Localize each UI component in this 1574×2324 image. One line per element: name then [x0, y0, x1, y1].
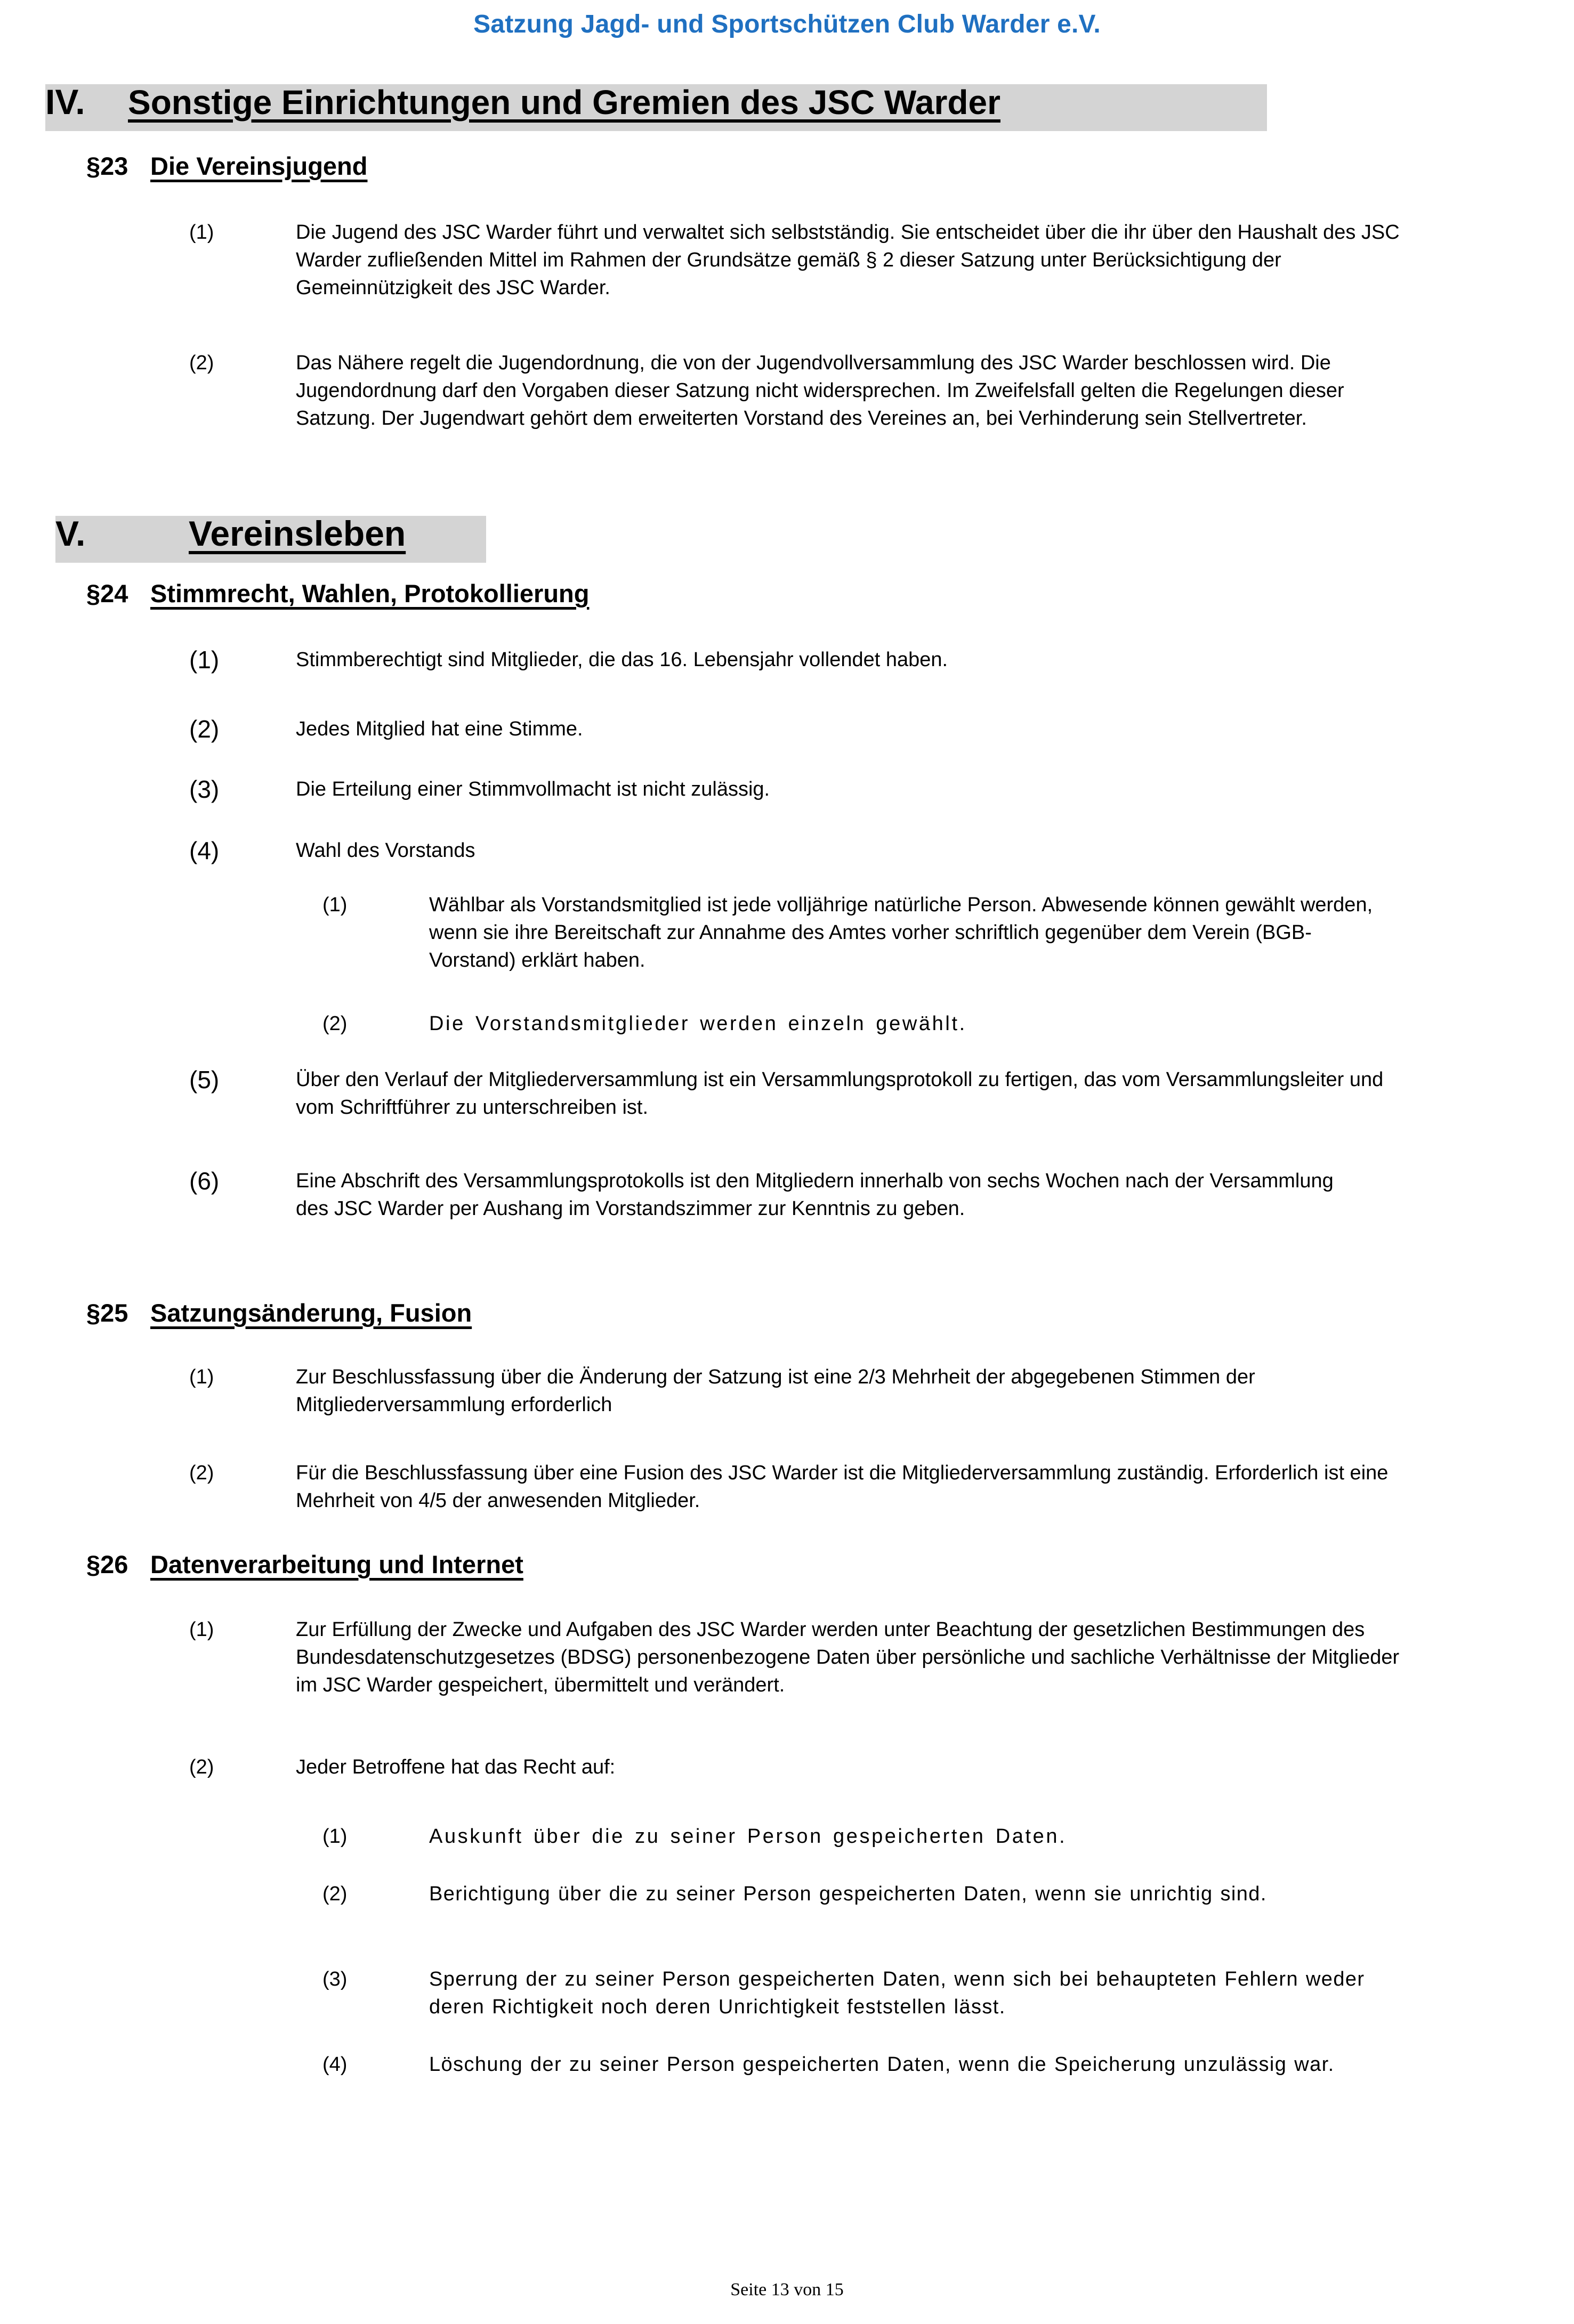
subclause-24-4-2 [322, 1010, 1389, 1038]
chapter-number: IV. [45, 82, 85, 122]
clause-text: Die Erteilung einer Stimmvollmacht ist nicht zulässig. [296, 778, 770, 800]
subclause-marker: (4) [322, 2053, 348, 2076]
clause-25-2 [189, 1459, 1410, 1515]
subclause-marker: (2) [322, 1883, 348, 1905]
subclause-marker: (2) [322, 1013, 348, 1035]
clause-text: Eine Abschrift des Versammlungsprotokolls ist den Mitgliedern innerhalb von sechs Wochen nach der Versammlung des JSC Warder per Aushang im Vorstandszimmer zur Kenntnis zu geben. [296, 1170, 1334, 1220]
clause-23-1 [189, 218, 1410, 302]
clause-text: Jedes Mitglied hat eine Stimme. [296, 718, 583, 740]
clause-24-1 [189, 646, 1410, 674]
subclause-24-4-1 [322, 891, 1389, 974]
document-header-title: Satzung Jagd- und Sportschützen Club Warder e.V. [473, 10, 1101, 38]
subclause-text: Wählbar als Vorstandsmitglied ist jede volljährige natürliche Person. Abwesende können gewählt werden, wenn sie ihre Bereitschaft zur Annahme des Amtes vorher schriftlich gegenüber dem Verein (BGB-Vorstand) erklärt haben. [429, 894, 1373, 971]
clause-marker: (5) [189, 1066, 220, 1094]
clause-24-6 [189, 1167, 1351, 1222]
clause-text: Jeder Betroffene hat das Recht auf: [296, 1756, 616, 1778]
section-title: Stimmrecht, Wahlen, Protokollierung [150, 579, 590, 608]
clause-text: Wahl des Vorstands [296, 839, 475, 862]
clause-text: Zur Beschlussfassung über die Änderung der Satzung ist eine 2/3 Mehrheit der abgegebenen Stimmen der Mitgliederversammlung erforderlich [296, 1366, 1255, 1416]
section-symbol: §26 [86, 1550, 128, 1578]
clause-25-1 [189, 1363, 1255, 1419]
clause-24-5 [189, 1066, 1410, 1121]
clause-26-1 [189, 1616, 1410, 1699]
chapter-title: Sonstige Einrichtungen und Gremien des JSC Warder [128, 83, 1000, 122]
subclause-26-2-2 [322, 1880, 1383, 1908]
clause-24-4 [189, 837, 1410, 864]
clause-marker: (3) [189, 775, 220, 803]
subclause-text: Berichtigung über die zu seiner Person gespeicherten Daten, wenn sie unrichtig sind. [429, 1883, 1267, 1905]
clause-marker: (2) [189, 1462, 214, 1484]
subclause-26-2-4 [322, 2051, 1335, 2078]
clause-marker: (2) [189, 352, 214, 374]
page-footer: Seite 13 von 15 [730, 2280, 844, 2299]
clause-text: Das Nähere regelt die Jugendordnung, die von der Jugendvollversammlung des JSC Warder beschlossen wird. Die Jugendordnung darf den Vorgaben dieser Satzung nicht widersprechen. Im Zweifelsfall gelten die Regelungen dieser Satzung. Der Jugendwart gehört dem erweiterten Vorstand des Vereines an, bei Verhinderung sein Stellvertreter. [296, 352, 1344, 430]
section-symbol: §25 [86, 1299, 128, 1327]
chapter-heading-v [55, 516, 486, 563]
clause-text: Für die Beschlussfassung über eine Fusion des JSC Warder ist die Mitgliederversammlung zuständig. Erforderlich ist eine Mehrheit von 4/5 der anwesenden Mitglieder. [296, 1462, 1389, 1512]
clause-marker: (2) [189, 715, 220, 743]
chapter-heading-iv [45, 84, 1267, 131]
section-title: Satzungsänderung, Fusion [150, 1299, 472, 1327]
section-heading-23 [86, 153, 367, 179]
subclause-marker: (3) [322, 1968, 348, 1990]
clause-marker: (1) [189, 221, 214, 244]
clause-marker: (1) [189, 1618, 214, 1641]
section-title: Datenverarbeitung und Internet [150, 1550, 523, 1578]
subclause-26-2-3 [322, 1965, 1383, 2021]
chapter-number: V. [55, 514, 86, 553]
section-symbol: §24 [86, 579, 128, 608]
clause-marker: (2) [189, 1756, 214, 1778]
subclause-marker: (1) [322, 894, 348, 916]
clause-text: Stimmberechtigt sind Mitglieder, die das 16. Lebensjahr vollendet haben. [296, 649, 948, 671]
section-heading-24 [86, 581, 589, 606]
section-heading-26 [86, 1552, 523, 1577]
clause-marker: (1) [189, 1366, 214, 1388]
clause-24-2 [189, 715, 1410, 743]
section-symbol: §23 [86, 152, 128, 180]
clause-text: Zur Erfüllung der Zwecke und Aufgaben des JSC Warder werden unter Beachtung der gesetzlichen Bestimmungen des Bundesdatenschutzgesetzes (BDSG) personenbezogene Daten über persönliche und sachliche Verhältnisse der Mitglieder im JSC Warder gespeichert, übermittelt und verändert. [296, 1618, 1400, 1696]
subclause-text: Löschung der zu seiner Person gespeicherten Daten, wenn die Speicherung unzulässig war. [429, 2053, 1335, 2076]
clause-23-2 [189, 349, 1410, 432]
clause-marker: (1) [189, 646, 220, 674]
section-heading-25 [86, 1300, 472, 1325]
subclause-26-2-1 [322, 1823, 1389, 1850]
clause-26-2 [189, 1753, 1410, 1781]
clause-text: Über den Verlauf der Mitgliederversammlung ist ein Versammlungsprotokoll zu fertigen, das vom Versammlungsleiter und vom Schriftführer zu unterschreiben ist. [296, 1068, 1384, 1119]
clause-marker: (6) [189, 1167, 220, 1195]
subclause-text: Sperrung der zu seiner Person gespeicherten Daten, wenn sich bei behaupteten Fehlern weder deren Richtigkeit noch deren Unrichtigkeit feststellen lässt. [429, 1968, 1365, 2018]
clause-marker: (4) [189, 837, 220, 864]
subclause-marker: (1) [322, 1825, 348, 1848]
clause-24-3 [189, 775, 1410, 803]
chapter-title: Vereinsleben [189, 514, 406, 553]
clause-text: Die Jugend des JSC Warder führt und verwaltet sich selbstständig. Sie entscheidet über die ihr über den Haushalt des JSC Warder zufließenden Mittel im Rahmen der Grundsätze gemäß § 2 dieser Satzung unter Berücksichtigung der Gemeinnützigkeit des JSC Warder. [296, 221, 1400, 299]
section-title: Die Vereinsjugend [150, 152, 368, 180]
subclause-text: Auskunft über die zu seiner Person gespeicherten Daten. [429, 1825, 1067, 1848]
subclause-text: Die Vorstandsmitglieder werden einzeln gewählt. [429, 1013, 967, 1035]
